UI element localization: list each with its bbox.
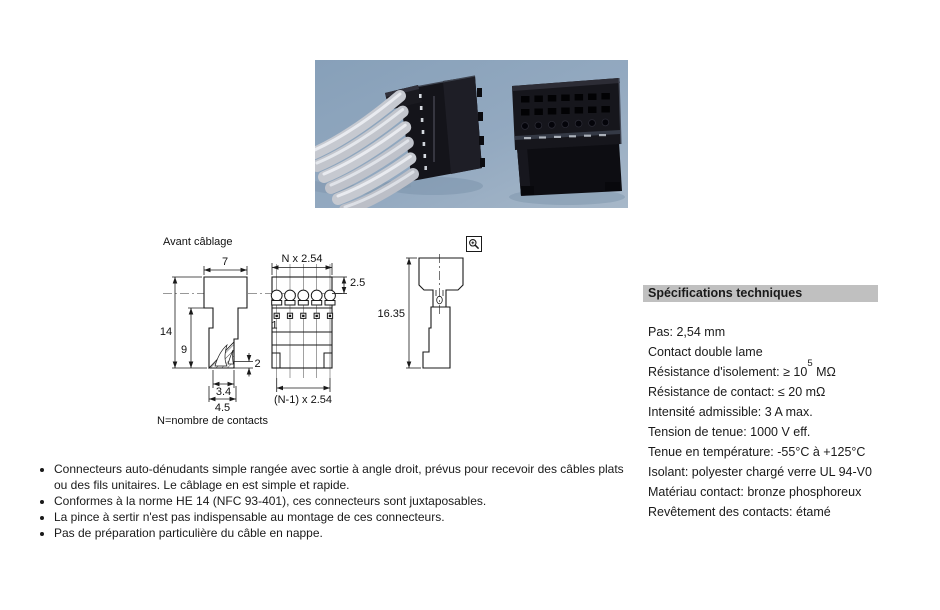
feature-list bbox=[38, 461, 626, 541]
zoom-button[interactable] bbox=[466, 236, 482, 252]
dimension-drawing bbox=[150, 230, 495, 465]
dim-label-7: 7 bbox=[221, 256, 229, 268]
spec-contact-type: Contact double lame bbox=[648, 345, 763, 359]
drawing-caption-bottom: N=nombre de contacts bbox=[157, 415, 268, 427]
front-view-dimensions bbox=[272, 263, 347, 392]
dim-label-9: 9 bbox=[180, 344, 188, 356]
product-photo-image bbox=[315, 60, 628, 208]
spec-voltage: Tension de tenue: 1000 V eff. bbox=[648, 425, 811, 439]
spec-current: Intensité admissible: 3 A max. bbox=[648, 405, 813, 419]
dim-label-14: 14 bbox=[159, 326, 173, 338]
dim-label-2-5: 2.5 bbox=[350, 277, 366, 289]
spec-insulator: Isolant: polyester chargé verre UL 94-V0 bbox=[648, 465, 872, 479]
specs-panel bbox=[648, 322, 888, 522]
specs-header: Spécifications techniques bbox=[643, 285, 878, 302]
spec-contact-material: Matériau contact: bronze phosphoreux bbox=[648, 485, 862, 499]
dim-label-4-5: 4.5 bbox=[214, 402, 231, 414]
side-view bbox=[204, 277, 247, 368]
spec-contact-plating: Revêtement des contacts: étamé bbox=[648, 505, 831, 519]
feature-bullet: • Connecteurs auto-dénudants simple rangée avec sortie à angle droit, prévus pour recevoir des câbles plats ou des fils unitaires. Le câblage en est simple et rapide. bbox=[54, 461, 626, 493]
feature-bullet: • La pince à sertir n'est pas indispensable au montage de ces connecteurs. bbox=[54, 509, 626, 525]
pin-one-label: 1 bbox=[271, 319, 278, 332]
dim-label-pitch: N x 2.54 bbox=[281, 253, 323, 265]
spec-pitch: Pas: 2,54 mm bbox=[648, 325, 726, 339]
product-photo bbox=[315, 60, 628, 208]
spec-contact-resistance: Résistance de contact: ≤ 20 mΩ bbox=[648, 385, 826, 399]
feature-bullet: • Conformes à la norme HE 14 (NFC 93-401), ces connecteurs sont juxtaposables. bbox=[54, 493, 626, 509]
feature-bullet: • Pas de préparation particulière du câble en nappe. bbox=[54, 525, 626, 541]
right-connector bbox=[512, 78, 622, 196]
dim-label-2: 2 bbox=[254, 358, 261, 370]
profile-view bbox=[419, 254, 463, 368]
spec-insulation-resistance: Résistance d'isolement: ≥ $10^5$ MΩ bbox=[648, 357, 836, 379]
front-view bbox=[271, 264, 335, 378]
dim-label-3-4: 3.4 bbox=[215, 386, 232, 398]
spec-temperature: Tenue en température: -55°C à +125°C bbox=[648, 445, 866, 459]
magnifier-plus-icon bbox=[468, 238, 481, 251]
drawing-caption-top: Avant câblage bbox=[163, 236, 233, 248]
dim-label-pitch-between: (N-1) x 2.54 bbox=[273, 394, 333, 406]
dim-label-16-35: 16.35 bbox=[377, 308, 405, 320]
